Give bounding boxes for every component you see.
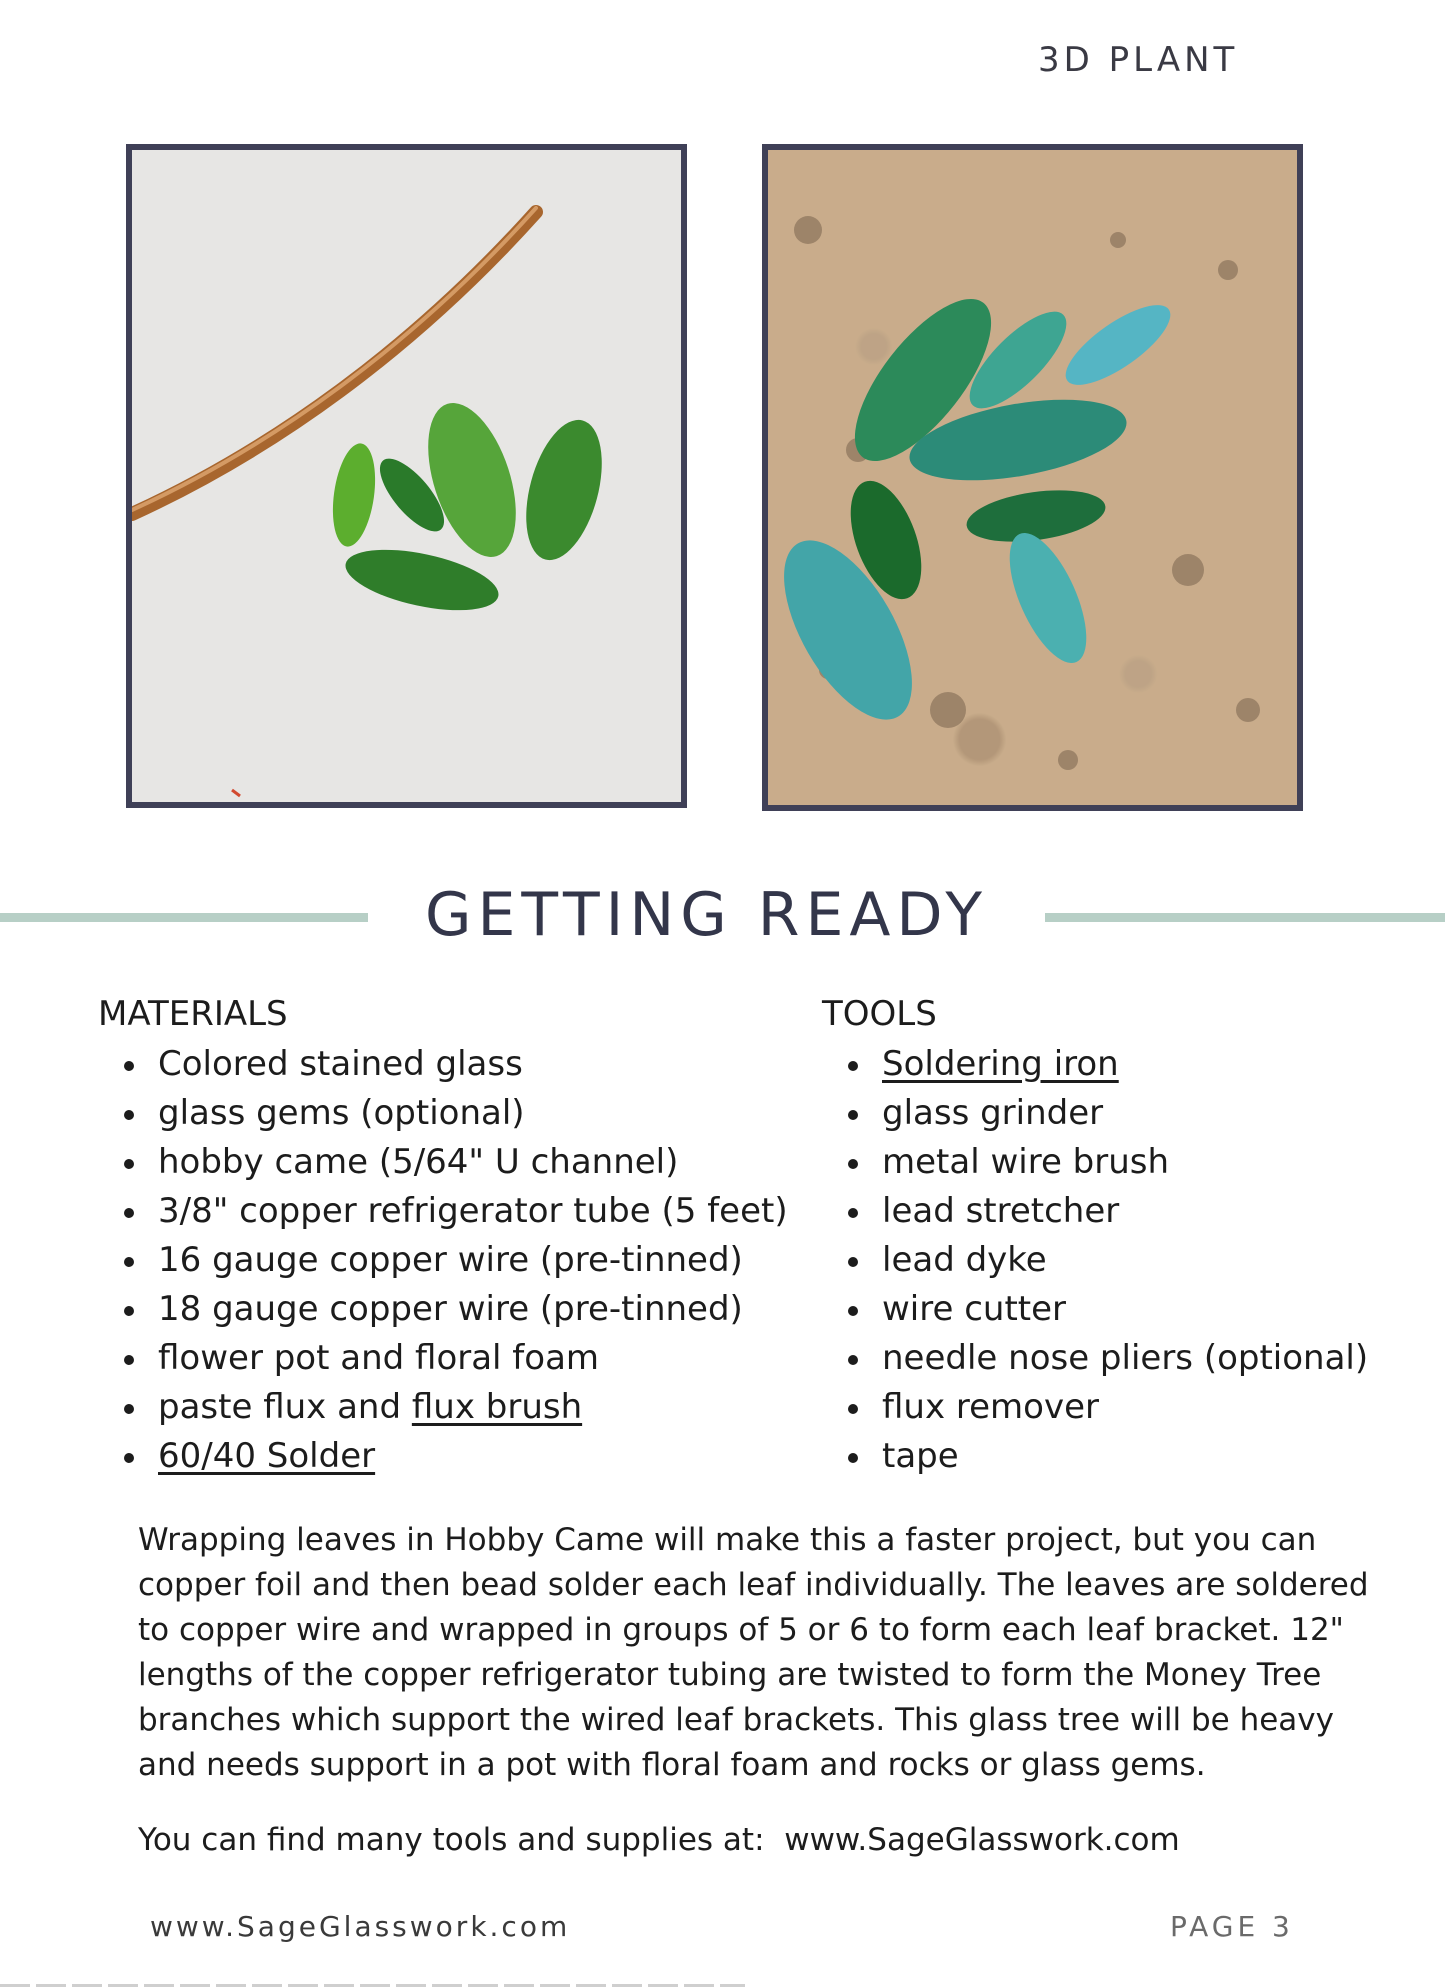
divider-right [1045, 913, 1445, 922]
list-item: lead stretcher [822, 1187, 1422, 1236]
list-item: glass gems (optional) [98, 1089, 798, 1138]
list-item: tape [822, 1432, 1422, 1481]
materials-heading: MATERIALS [98, 994, 288, 1034]
bottom-dashed-line [0, 1984, 745, 1987]
list-item [822, 1040, 1422, 1089]
flux-brush-link[interactable]: flux brush [411, 1387, 583, 1427]
list-item: wire cutter [822, 1285, 1422, 1334]
photo-leaves-copper-rod [126, 144, 687, 808]
materials-list [98, 1040, 798, 1481]
leaves-and-copper-rod-photo [132, 150, 681, 802]
blue-green-glass-leaves-photo [768, 150, 1297, 805]
footer-page-number: PAGE 3 [1170, 1910, 1294, 1943]
tools-list [822, 1040, 1422, 1481]
solder-link[interactable]: 60/40 Solder [158, 1436, 376, 1476]
footer-website: www.SageGlasswork.com [150, 1910, 571, 1943]
supplies-line: You can find many tools and supplies at: www.SageGlasswork.com [138, 1822, 1180, 1858]
list-item: 3/8" copper refrigerator tube (5 feet) [98, 1187, 798, 1236]
list-item: 18 gauge copper wire (pre-tinned) [98, 1285, 798, 1334]
list-item: needle nose pliers (optional) [822, 1334, 1422, 1383]
list-item: hobby came (5/64" U channel) [98, 1138, 798, 1187]
divider-left [0, 913, 368, 922]
list-item [98, 1432, 798, 1481]
tools-column [822, 990, 1422, 1481]
list-item: glass grinder [822, 1089, 1422, 1138]
list-item: flux remover [822, 1383, 1422, 1432]
soldering-iron-link[interactable]: Soldering iron [882, 1044, 1119, 1084]
tools-heading: TOOLS [822, 994, 937, 1034]
section-title: GETTING READY [424, 880, 988, 950]
list-item: Colored stained glass [98, 1040, 798, 1089]
materials-column [98, 990, 798, 1481]
list-item [98, 1383, 798, 1432]
list-item: 16 gauge copper wire (pre-tinned) [98, 1236, 798, 1285]
list-item-text: paste flux and [158, 1387, 412, 1427]
photo-glass-leaves [762, 144, 1303, 811]
list-item: lead dyke [822, 1236, 1422, 1285]
instructions-paragraph: Wrapping leaves in Hobby Came will make this a faster project, but you can copper foil and then bead solder each leaf individually. The leaves are soldered to copper wire and wrapped in groups of 5 or 6 to form each leaf bracket. 12" lengths of the copper refrigerator tubing are twisted to form the Money Tree branches which support the wired leaf brackets. This glass tree will be heavy and needs support in a pot with floral foam and rocks or glass gems. [138, 1522, 1369, 1783]
header-label: 3D PLANT [1038, 40, 1239, 80]
list-item: metal wire brush [822, 1138, 1422, 1187]
list-item: flower pot and floral foam [98, 1334, 798, 1383]
